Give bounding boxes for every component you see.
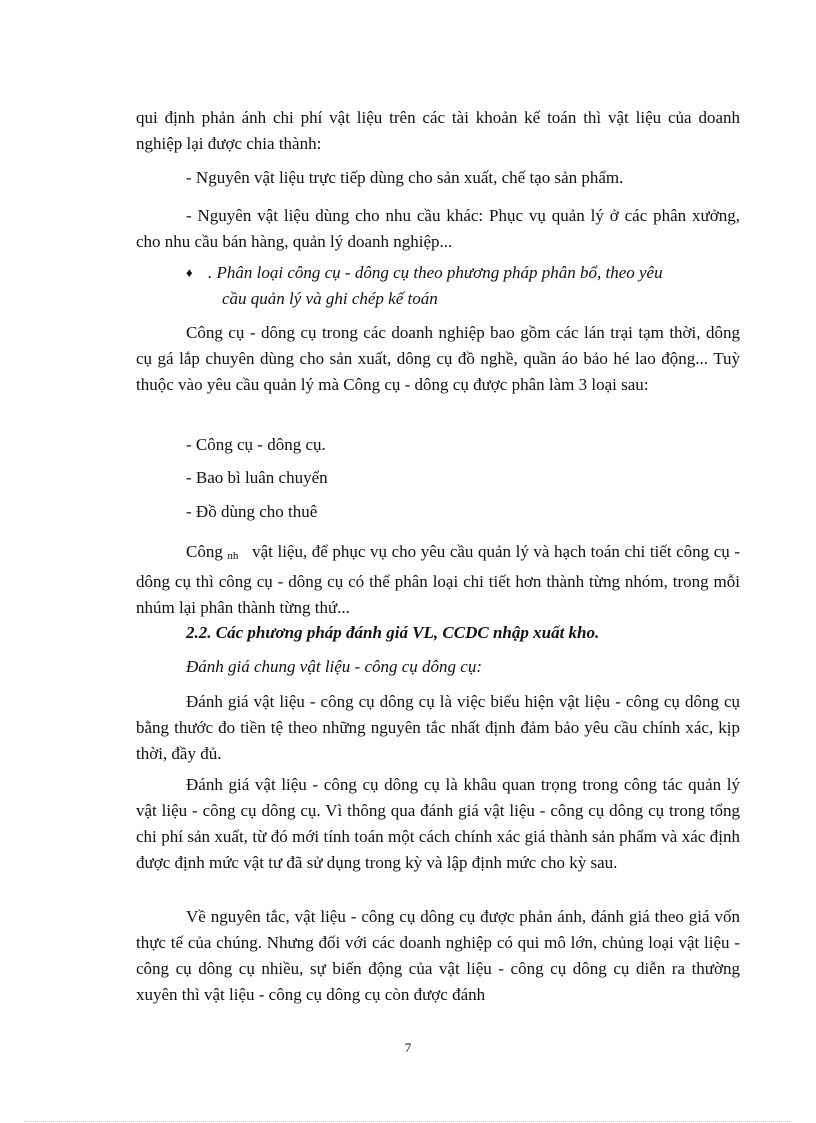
paragraph-valuation-principle: Về nguyên tắc, vật liệu - công cụ dông cụ được phản ánh, đánh giá theo giá vốn thực tế của chúng. Nhưng đối với các doanh nghiệp có qui mô lớn, chủng loại vật liệu - công cụ dông cụ nhiều, sự biến động của vật liệu - công cụ dông cụ diễn ra thường xuyên thì vật liệu - công cụ dông cụ còn được đánh <box>136 907 740 1004</box>
list-item-rental-items: - Đồ dùng cho thuê <box>186 502 318 521</box>
paragraph-tools-description: Công cụ - dông cụ trong các doanh nghiệp bao gồm các lán trại tạm thời, dông cụ gá lắp chuyên dùng cho sản xuất, dông cụ đồ nghề, quần áo bảo hé lao động... Tuỳ thuộc vào yêu cầu quản lý mà Công cụ - dông cụ được phân làm 3 loại sau: <box>136 323 740 394</box>
bullet-item-tool-classification <box>186 260 740 312</box>
section-heading-2-2: 2.2. Các phương pháp đánh giá VL, CCDC nhập xuất kho. <box>186 623 600 642</box>
page-number: 7 <box>404 1040 412 1055</box>
paragraph-valuation-importance: Đánh giá vật liệu - công cụ dông cụ là khâu quan trọng trong công tác quản lý vật liệu - công cụ dông cụ. Vì thông qua đánh giá vật liệu - công cụ dông cụ trong tổng chi phí sản xuất, từ đó mới tính toán một cách chính xác giá thành sản phẩm và xác định được định mức vật tư đã sử dụng trong kỳ và lập định mức cho kỳ sau. <box>136 775 740 872</box>
bullet-line-2: cầu quản lý và ghi chép kế toán <box>222 289 438 308</box>
diamond-bullet-icon: ♦ <box>186 265 193 280</box>
bullet-line-1: . Phân loại công cụ - dông cụ theo phương pháp phân bổ, theo yêu <box>208 263 663 282</box>
page-bottom-divider <box>24 1121 792 1122</box>
paragraph-valuation-definition: Đánh giá vật liệu - công cụ dông cụ là việc biểu hiện vật liệu - công cụ dông cụ bằng thước đo tiền tệ theo những nguyên tắc nhất định đảm bảo yêu cầu chính xác, kịp thời, đầy đủ. <box>136 692 740 763</box>
list-item-packaging: - Bao bì luân chuyển <box>186 468 328 487</box>
paragraph-continuation: qui định phản ánh chi phí vật liệu trên các tài khoản kế toán thì vật liệu của doanh nghiệp lại được chia thành: <box>136 108 740 153</box>
subheading-general-valuation: Đánh giá chung vật liệu - công cụ dông cụ: <box>186 657 483 676</box>
bullet-text <box>186 260 740 312</box>
paragraph-start: Công <box>186 542 223 561</box>
paragraph-detailed-classification <box>136 539 740 621</box>
paragraph-other-materials: - Nguyên vật liệu dùng cho nhu cầu khác: Phục vụ quản lý ở các phân xưởng, cho nhu cầu bán hàng, quản lý doanh nghiệp... <box>136 206 740 251</box>
list-item-direct-materials: - Nguyên vật liệu trực tiếp dùng cho sản xuất, chế tạo sản phẩm. <box>186 168 624 187</box>
paragraph-rest: vật liệu, để phục vụ cho yêu cầu quản lý và hạch toán chi tiết công cụ - dông cụ thì công cụ - dông cụ có thể phân loại chi tiết hơn thành từng nhóm, trong mỗi nhúm lại phân thành từng thứ... <box>136 542 741 617</box>
paragraph-small-text: nh <box>227 550 239 562</box>
list-item-tools: - Công cụ - dông cụ. <box>186 435 326 454</box>
